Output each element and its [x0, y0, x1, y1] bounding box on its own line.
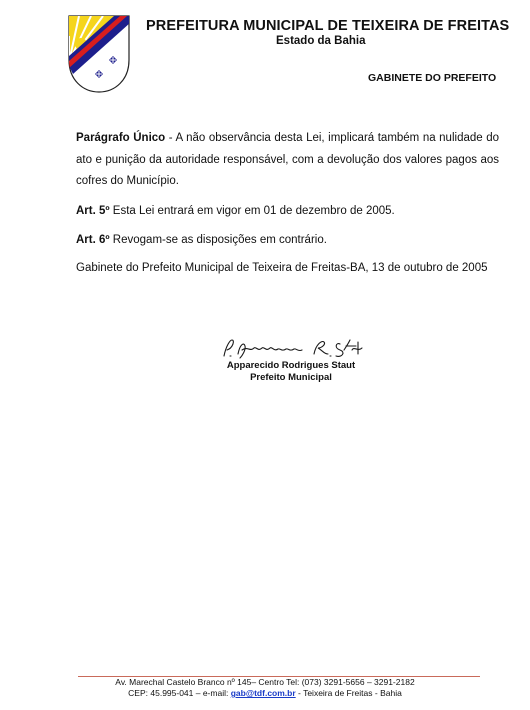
signer-name: Apparecido Rodrigues Staut	[226, 360, 356, 371]
state-subtitle: Estado da Bahia	[276, 35, 366, 47]
article-5	[76, 205, 395, 217]
article-5-text: Esta Lei entrará em vigor em 01 de dezembro de 2005.	[109, 205, 395, 217]
cabinet-heading: GABINETE DO PREFEITO	[368, 72, 497, 84]
handwritten-signature	[218, 336, 368, 362]
article-6-text: Revogam-se as disposições em contrário.	[109, 234, 327, 246]
paragraph-text: - A não observância desta Lei, implicará também na nulidade do ato e punição da autoridade responsável, com a devolução dos valores pagos aos cofres do Município.	[76, 132, 499, 187]
paragraph-lead: Parágrafo Único	[76, 132, 166, 144]
footer-address: Av. Marechal Castelo Branco nº 145– Centro Tel: (073) 3291-5656 – 3291-2182	[115, 677, 415, 687]
footer-contact	[0, 688, 530, 699]
page-title: PREFEITURA MUNICIPAL DE TEIXEIRA DE FREITAS	[146, 18, 510, 34]
article-6-label: Art. 6º	[76, 234, 110, 246]
municipal-coat-of-arms-icon	[67, 14, 131, 94]
sole-paragraph	[76, 128, 499, 193]
closing-line: Gabinete do Prefeito Municipal de Teixeira de Freitas-BA, 13 de outubro de 2005	[76, 262, 488, 274]
signer-block	[216, 360, 366, 384]
signer-role: Prefeito Municipal	[250, 372, 332, 383]
footer-contact-prefix: CEP: 45.995-041 – e-mail:	[128, 688, 231, 698]
article-6	[76, 234, 327, 246]
article-5-label: Art. 5º	[76, 205, 110, 217]
email-link[interactable]: gab@tdf.com.br	[230, 688, 296, 698]
footer-contact-suffix: - Teixeira de Freitas - Bahia	[295, 688, 402, 698]
